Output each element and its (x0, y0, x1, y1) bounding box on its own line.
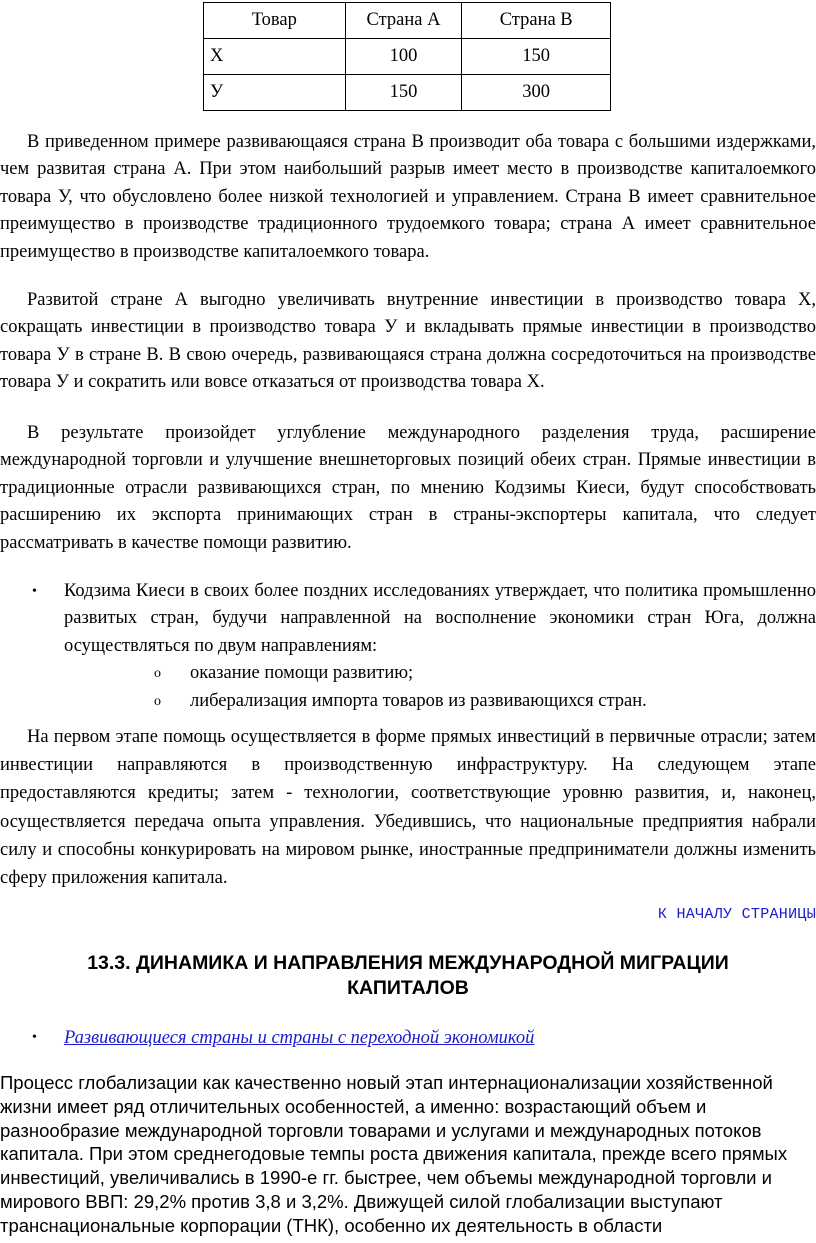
kojima-bullet-list (0, 578, 816, 715)
sub-list-item (64, 660, 816, 687)
paragraph-result: В результате произойдет углубление международного разделения труда, расширение международной торговли и улучшение внешнеторговых позиций обеих стран. Прямые инвестиции в традиционные отрасли развивающихся стран, по мнению Кодзимы Киеси, будут способствовать расширению их экспорта принимающих стран в страны-экспортеры капитала, что следует рассматривать в качестве помощи развитию. (0, 423, 816, 553)
list-item (0, 1025, 816, 1051)
table-cell: У (204, 75, 346, 111)
paragraph-example: В приведенном примере развивающаяся страна В производит оба товара с большими издержками, чем развитая страна А. При этом наибольший разрыв имеет место в производстве капиталоемкого товара У, что обусловлено более низкой технологией и управлением. Страна В имеет сравнительное преимущество в производстве традиционного трудоемкого товара; страна А имеет сравнительное преимущество в производстве капиталоемкого товара. (0, 132, 816, 262)
section-heading: 13.3. ДИНАМИКА И НАПРАВЛЕНИЯ МЕЖДУНАРОДНОЙ МИГРАЦИИ КАПИТАЛОВ (87, 952, 729, 999)
table-header-cell: Товар (204, 3, 346, 39)
table-cell: 150 (462, 39, 611, 75)
sub-item-text: оказание помощи развитию; (190, 663, 414, 684)
bullet-icon: • (32, 1030, 37, 1045)
table-row (204, 75, 611, 111)
table-header-cell: Страна В (462, 3, 611, 39)
circle-bullet-icon: o (154, 666, 161, 682)
table-cell: 100 (345, 39, 462, 75)
table-cell: 150 (345, 75, 462, 111)
paragraph-investment: Развитой стране А выгодно увеличивать внутренние инвестиции в производство товара Х, сокращать инвестиции в производство товара У и вкладывать прямые инвестиции в производство товара У в стране В. В свою очередь, развивающаяся страна должна сосредоточиться на производстве товара У и сократить или вовсе отказаться от производства товара Х. (0, 290, 816, 393)
table-header-cell: Страна А (345, 3, 462, 39)
bullet-text: Кодзима Киеси в своих более поздних исследованиях утверждает, что политика промышленно развитых стран, будучи направленной на восполнение экономики стран Юга, должна осуществляться по двум направлениям: (64, 581, 816, 656)
sub-list-item (64, 688, 816, 715)
sub-list (64, 660, 816, 715)
paragraph-stages: На первом этапе помощь осуществляется в форме прямых инвестиций в первичные отрасли; затем инвестиции направляются в производственную инфраструктуру. На следующем этапе предоставляются кредиты; затем - технологии, соответствующие уровню развития, и, наконец, осуществляется передача опыта управления. Убедившись, что национальные предприятия набрали силу и способны конкурировать на мировом рынке, иностранные предприниматели должны изменить сферу приложения капитала. (0, 727, 816, 889)
list-item (0, 578, 816, 715)
subtopic-link[interactable]: Развивающиеся страны и страны с переходной экономикой (64, 1028, 535, 1048)
table-cell: Х (204, 39, 346, 75)
subtopic-list (0, 1025, 816, 1051)
table-row (204, 39, 611, 75)
table-cell: 300 (462, 75, 611, 111)
paragraph-globalization: Процесс глобализации как качественно новый этап интернационализации хозяйственной жизни имеет ряд отличительных особенностей, а именно: возрастающий объем и разнообразие международной торговли товарами и услугами и международных потоков капитала. При этом среднегодовые темпы роста движения капитала, прежде всего прямых инвестиций, увеличивались в 1990-е гг. быстрее, чем объемы международной торговли и мирового ВВП: 29,2% против 3,8 и 3,2%. Движущей силой глобализации выступают транснациональные корпорации (ТНК), особенно их деятельность в области (0, 1072, 788, 1236)
bullet-icon: • (32, 584, 37, 599)
back-to-top-link[interactable]: К НАЧАЛУ СТРАНИЦЫ (657, 906, 816, 923)
comparison-table (203, 2, 611, 111)
circle-bullet-icon: o (154, 693, 161, 709)
sub-item-text: либерализация импорта товаров из развивающихся стран. (190, 690, 647, 711)
table-header-row (204, 3, 611, 39)
